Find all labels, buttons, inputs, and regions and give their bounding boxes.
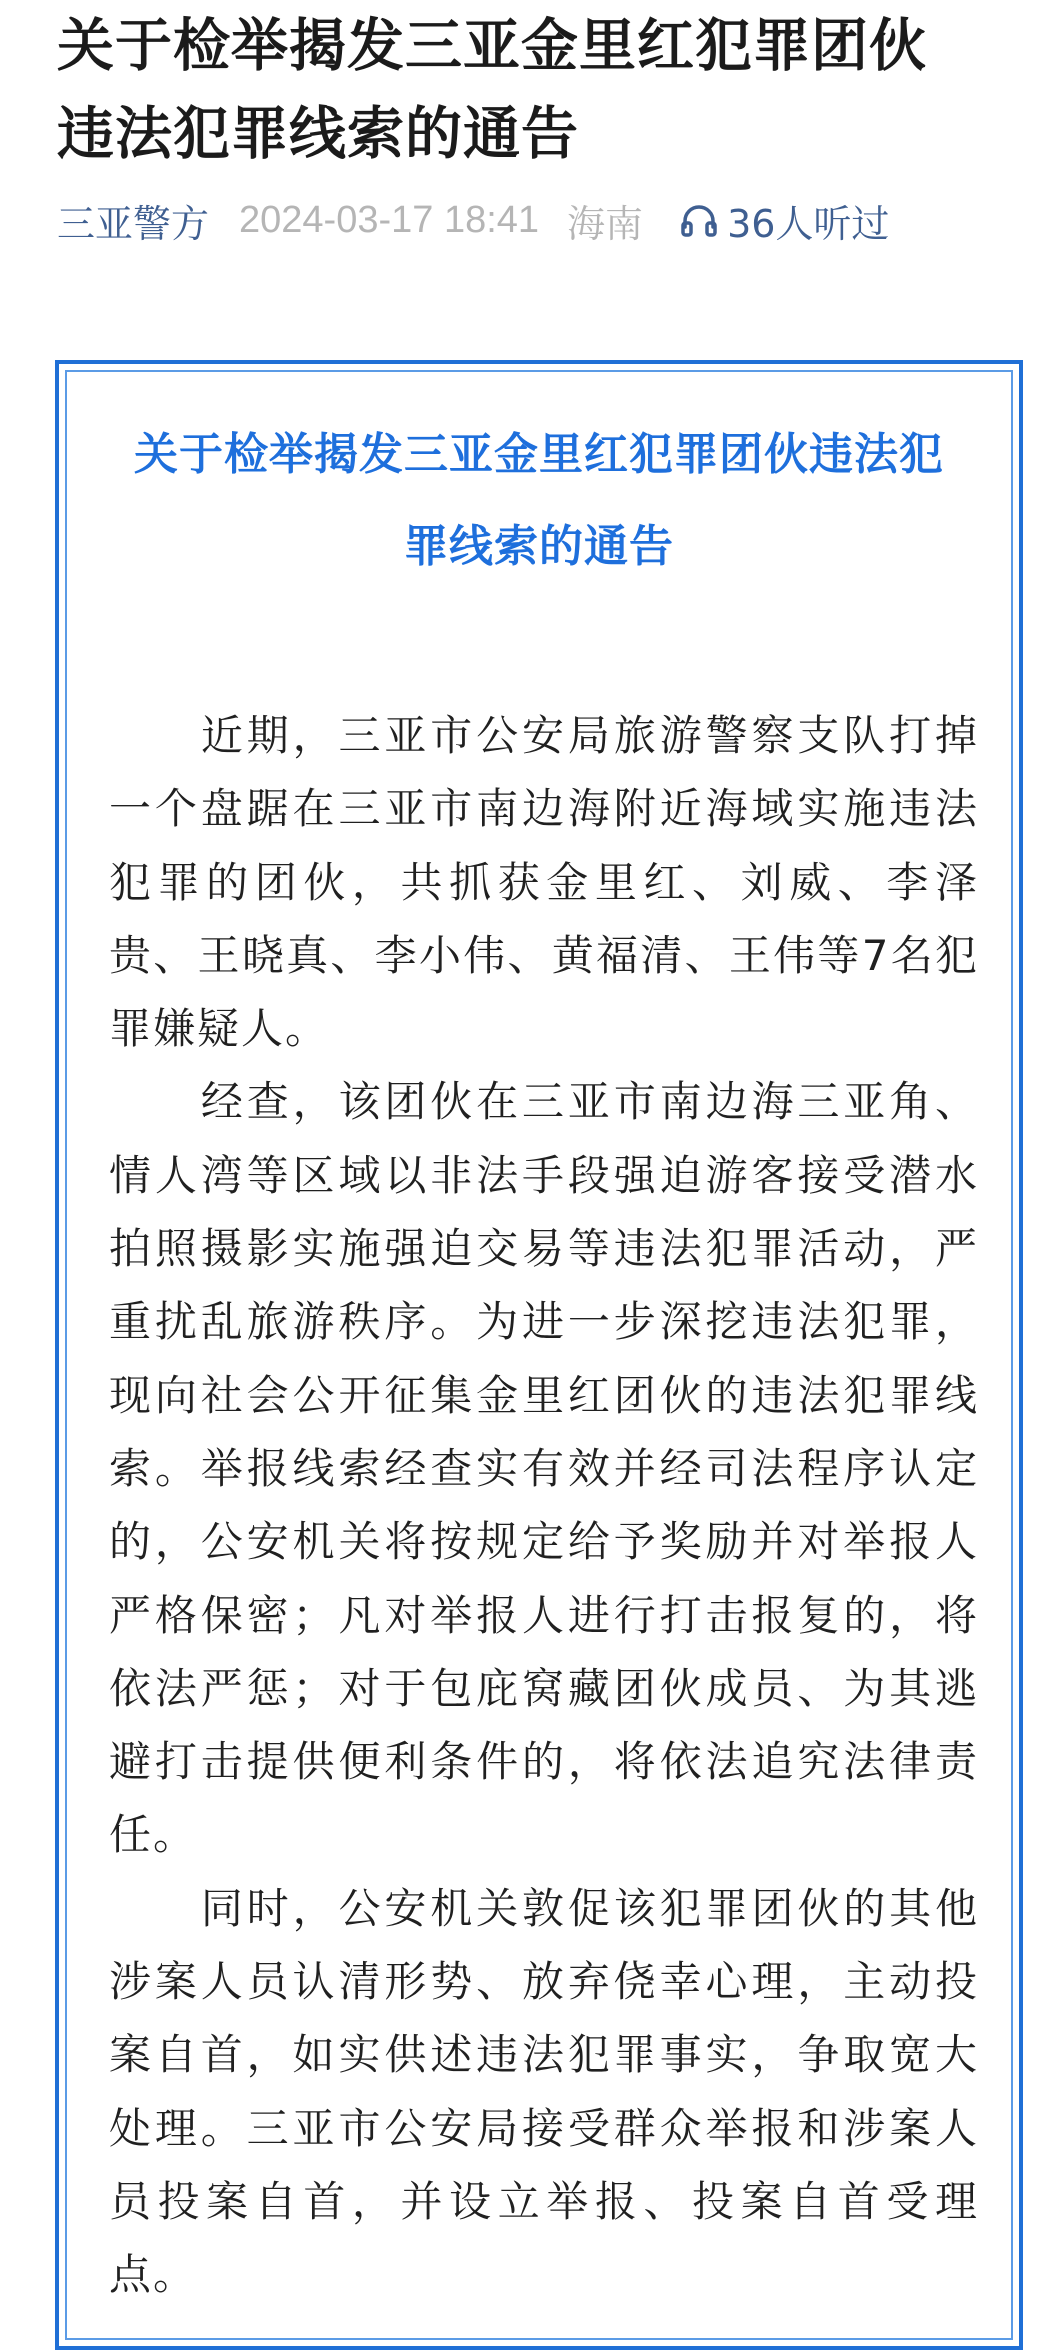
- headphone-icon: [681, 203, 717, 237]
- author-link[interactable]: 三亚警方: [57, 201, 210, 246]
- notice-title-line-1: 关于检举揭发三亚金里红犯罪团伙违法犯: [134, 429, 944, 480]
- notice-title: [59, 409, 1019, 593]
- article-title-line-1: 关于检举揭发三亚金里红犯罪团伙: [57, 13, 927, 79]
- paragraph-text: 同时，公安机关敦促该犯罪团伙的其他涉案人员认清形势、放弃侥幸心理，主动投案自首，如实供述违法犯罪事实，争取宽大处理。三亚市公安局接受群众举报和涉案人员投案自首，并设立举报、投案自首受理点。: [109, 1883, 979, 2300]
- listen-button[interactable]: [681, 193, 889, 248]
- article-title-line-2: 违法犯罪线索的通告: [57, 101, 579, 167]
- region-label: 海南: [567, 201, 644, 246]
- article-title: [57, 2, 1017, 178]
- notice-title-line-2: 罪线索的通告: [404, 521, 674, 572]
- notice-body: [109, 699, 979, 2312]
- notice-paragraph-2: [109, 1065, 979, 1871]
- notice-paragraph-3: [109, 1872, 979, 2312]
- publish-datetime: 2024-03-17 18:41: [239, 198, 540, 241]
- notice-frame: [55, 360, 1023, 2350]
- notice-paragraph-1: [109, 699, 979, 1065]
- listen-count: 36人听过: [727, 201, 890, 246]
- paragraph-text: 近期，三亚市公安局旅游警察支队打掉一个盘踞在三亚市南边海附近海域实施违法犯罪的团伙，共抓获金里红、刘威、李泽贵、王晓真、李小伟、黄福清、王伟等7名犯罪嫌疑人。: [109, 711, 979, 1054]
- paragraph-text: 经查，该团伙在三亚市南边海三亚角、情人湾等区域以非法手段强迫游客接受潜水拍照摄影实施强迫交易等违法犯罪活动，严重扰乱旅游秩序。为进一步深挖违法犯罪，现向社会公开征集金里红团伙的违法犯罪线索。举报线索经查实有效并经司法程序认定的，公安机关将按规定给予奖励并对举报人严格保密；凡对举报人进行打击报复的，将依法严惩；对于包庇窝藏团伙成员、为其逃避打击提供便利条件的，将依法追究法律责任。: [109, 1077, 979, 1860]
- article-meta: [57, 190, 1017, 250]
